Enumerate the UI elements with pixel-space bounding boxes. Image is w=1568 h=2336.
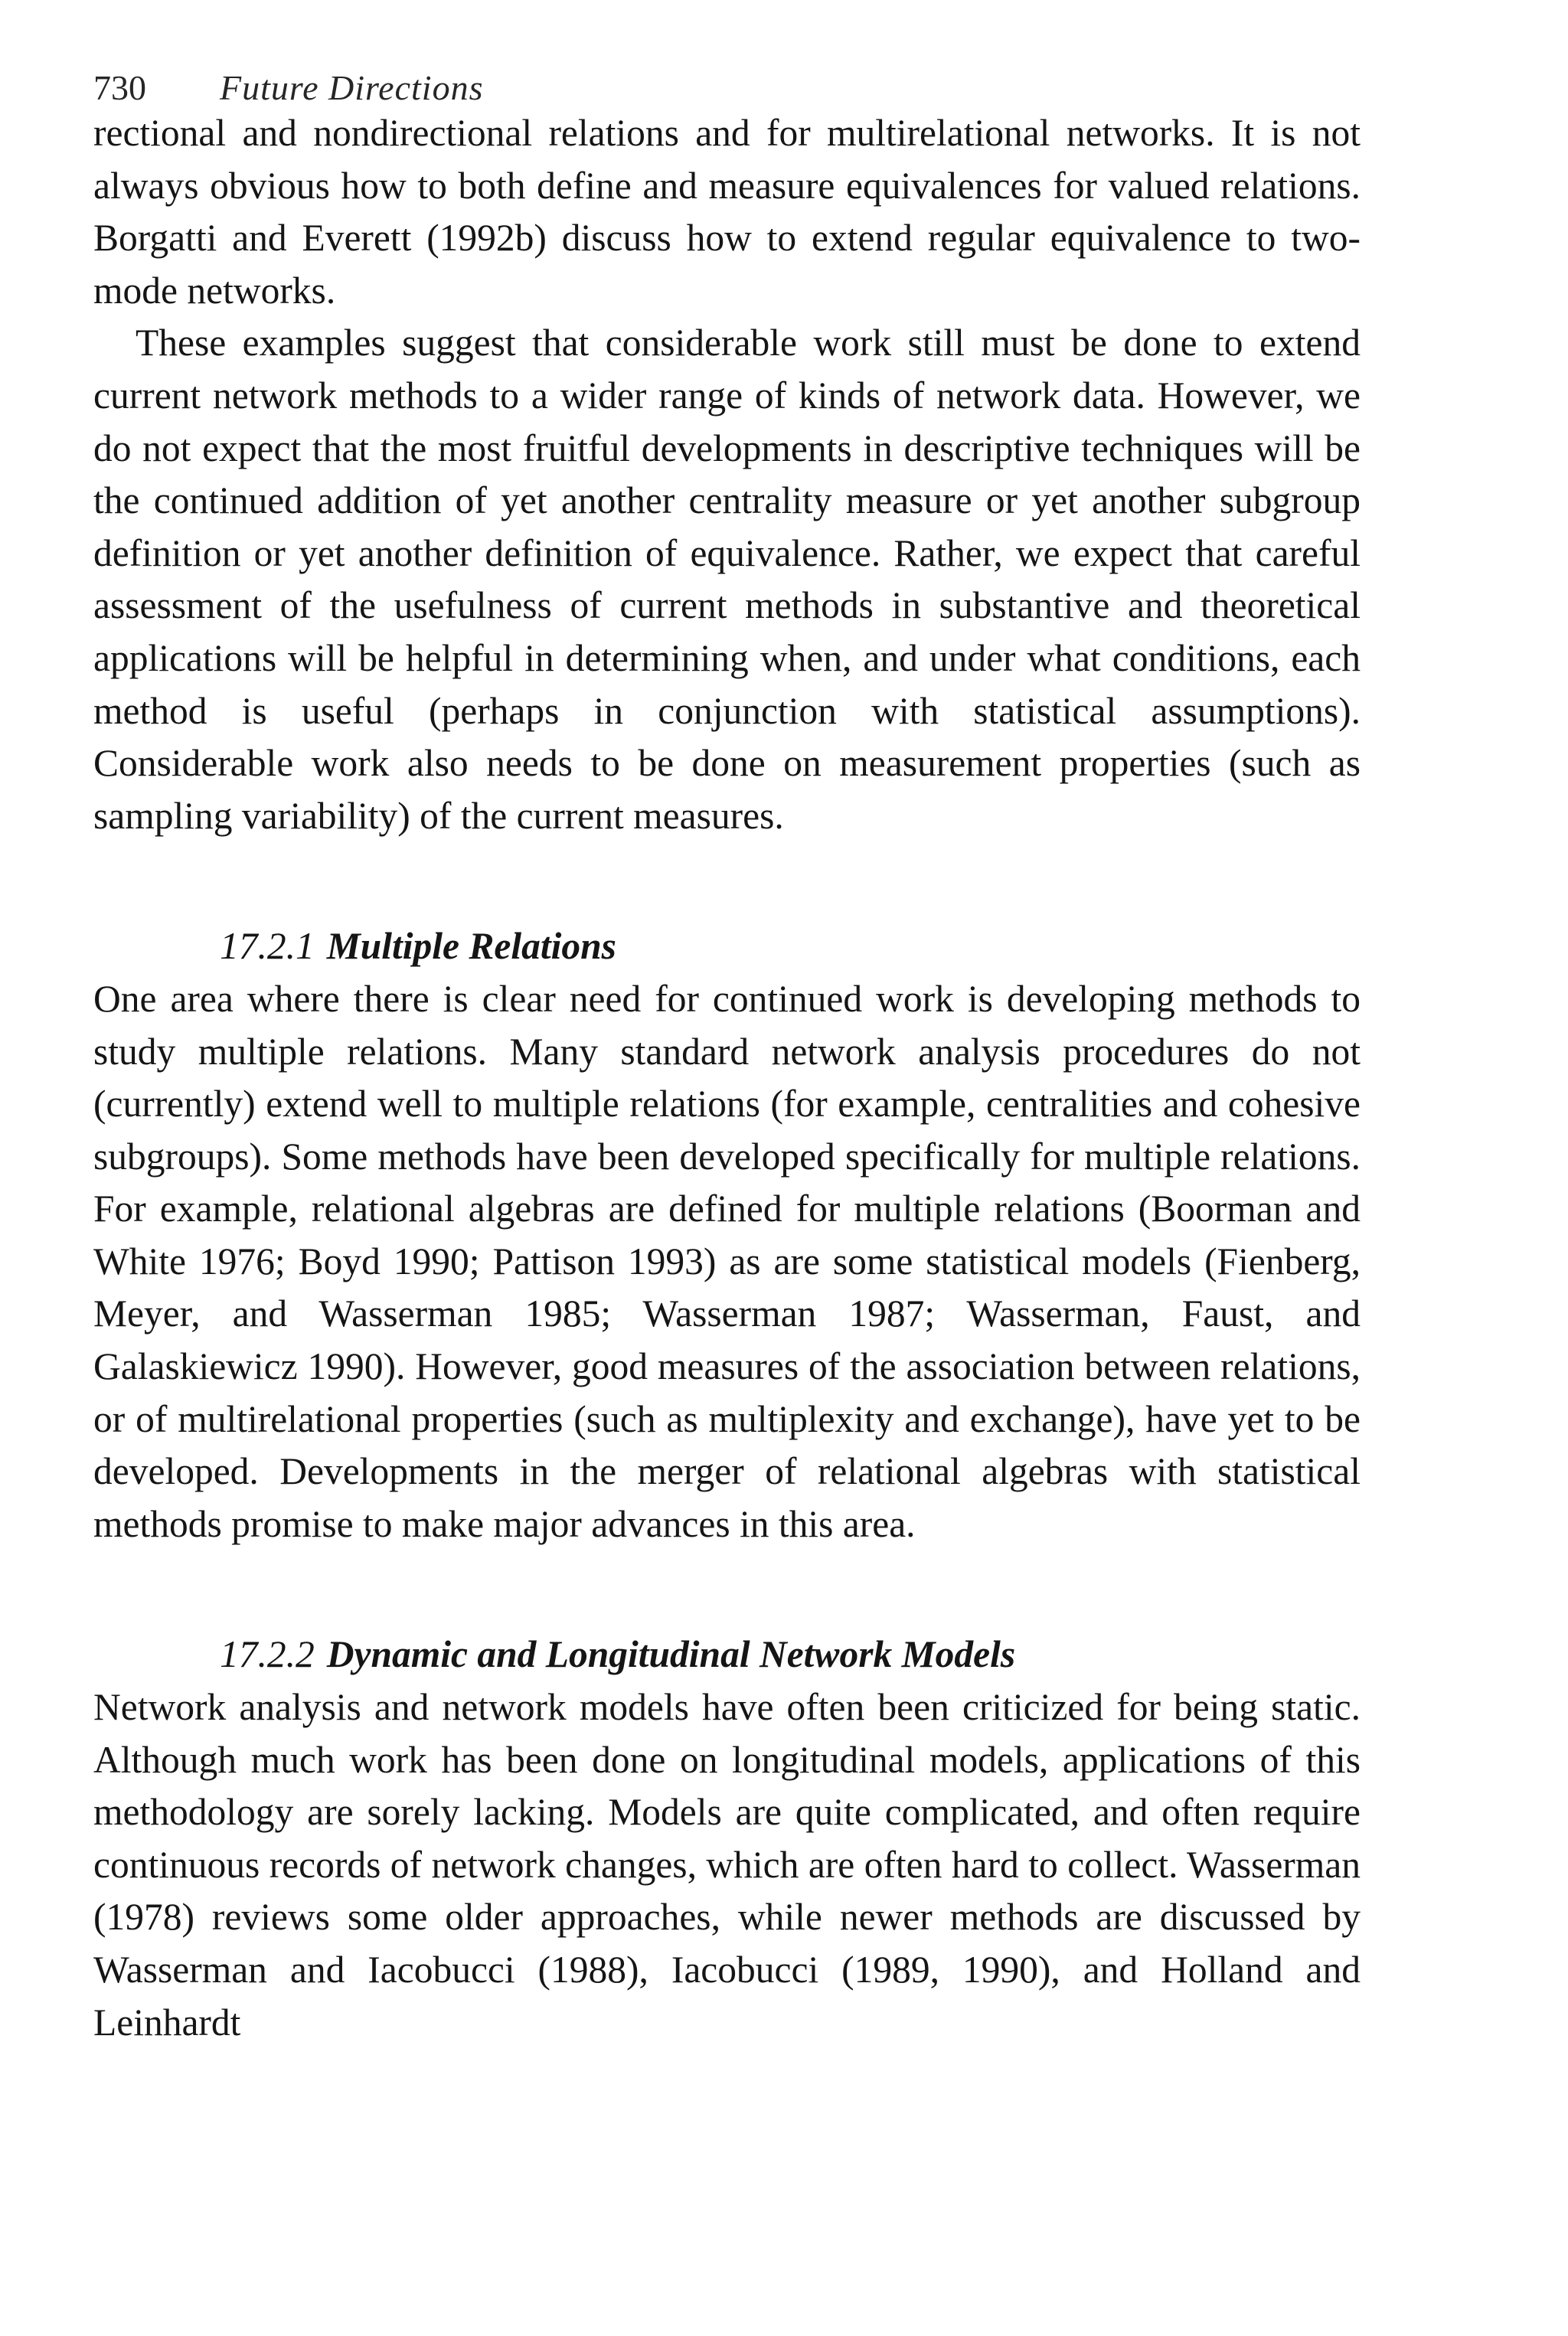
paragraph-continuation: rectional and nondirectional relations and for multirelational networks. It is not always obvious how to both define and measure equivalences for valued relations. Borgatti and Everett (1992b) discuss how to extend regular equivalence to two-mode networks. xyxy=(93,112,1361,312)
paragraph-multiple-relations: One area where there is clear need for continued work is developing methods to study multiple relations. Many standard network analysis procedures do not (currently) extend well to multiple relations (for example, centralities and cohesive subgroups). Some methods have been developed specifically for multiple relations. For example, relational algebras are defined for multiple relations (Boorman and White 1976; Boyd 1990; Pattison 1993) as are some statistical models (Fienberg, Meyer, and Wasserman 1985; Wasserman 1987; Wasserman, Faust, and Galaskiewicz 1990). However, good measures of the association between relations, or of multirelational properties (such as multiplexity and exchange), have yet to be developed. Developments in the merger of relational algebras with statistical methods promise to make major advances in this area. xyxy=(93,977,1361,1545)
book-page xyxy=(93,67,1361,2049)
section-spacer xyxy=(93,842,1361,920)
paragraph-dynamic-models: Network analysis and network models have often been criticized for being static. Although much work has been done on longitudinal models, applications of this methodology are sorely lacking. Models are quite complicated, and often require continuous records of network changes, which are often hard to collect. Wasserman (1978) reviews some older approaches, while newer methods are discussed by Wasserman and Iacobucci (1988), Iacobucci (1989, 1990), and Holland and Leinhardt xyxy=(93,1686,1361,2044)
section-title: Dynamic and Longitudinal Network Models xyxy=(326,1633,1016,1676)
section-title: Multiple Relations xyxy=(326,925,616,968)
section-number: 17.2.1 xyxy=(220,925,315,968)
running-header xyxy=(93,67,1361,107)
page-number: 730 xyxy=(93,68,146,107)
section-number: 17.2.2 xyxy=(220,1633,315,1676)
section-spacer xyxy=(93,1550,1361,1629)
section-heading-multiple-relations xyxy=(93,920,1361,973)
section-heading-dynamic-models xyxy=(93,1629,1361,1681)
paragraph-examples: These examples suggest that considerable work still must be done to extend current network methods to a wider range of kinds of network data. However, we do not expect that the most fruitful developments in descriptive techniques will be the continued addition of yet another centrality measure or yet another subgroup definition or yet another definition of equivalence. Rather, we expect that careful assessment of the usefulness of current methods in substantive and theoretical applications will be helpful in determining when, and under what conditions, each method is useful (perhaps in conjunction with statistical assumptions). Considerable work also needs to be done on measurement properties (such as sampling variability) of the current measures. xyxy=(93,322,1361,837)
running-title: Future Directions xyxy=(220,68,484,107)
